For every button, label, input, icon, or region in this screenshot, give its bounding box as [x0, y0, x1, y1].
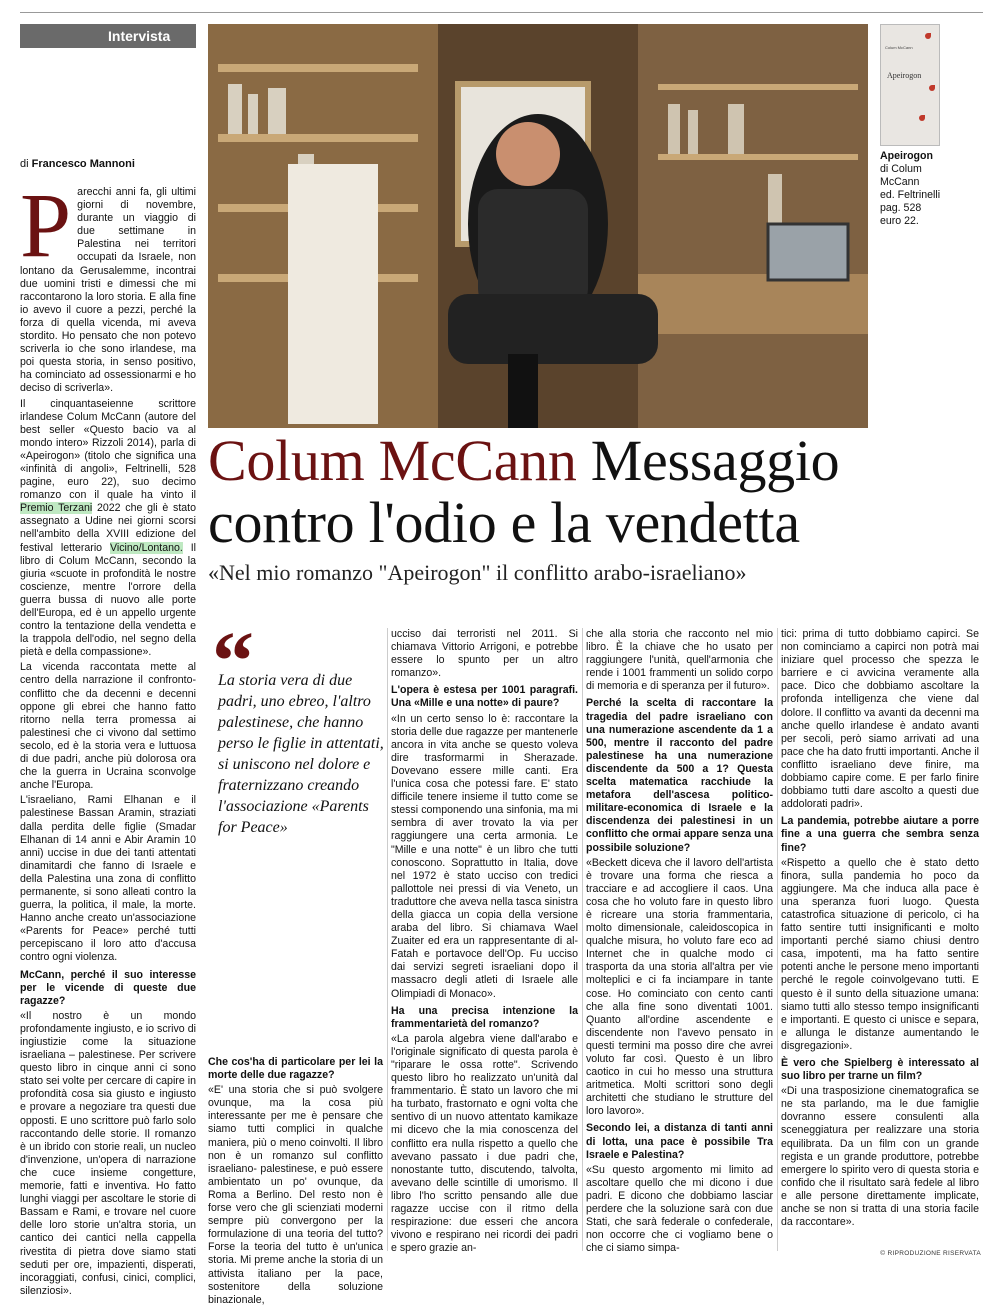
headline-line2: contro l'odio e la vendetta [208, 490, 800, 555]
column-divider [582, 628, 583, 1251]
book-info-line: ed. Feltrinelli [880, 189, 941, 201]
question: La pandemia, potrebbe aiutare a porre fine a una guerra che sembra senza fine? [781, 815, 979, 854]
paragraph: «Rispetto a quello che è stato detto finora, sulla pandemia ho poco da aggiungere. Ma che induca alla pace è una speranza fuori luogo. Questa catastrofica situazione di pericolo, ci ha fatto sentire tutti insignificanti e molto importanti perché siamo chiusi dentro casa, impotenti, ma ha fatto sentire potenti anche le persone meno importanti perché le regole coinvolgevano tutti. E questo è il sunto della situazione umana: siamo tutti allo stesso tempo insignificanti e importanti. E questo ci unisce e separa, e allunga le distanze aumentando le disgregazioni». [781, 856, 979, 1052]
top-rule [20, 12, 983, 13]
author-photo [208, 24, 868, 428]
section-label: Intervista [108, 28, 171, 44]
book-info-line: McCann [880, 176, 920, 188]
byline-prefix: di [20, 158, 29, 170]
question: Ha una precisa intenzione la frammentarietà del romanzo? [391, 1004, 578, 1030]
cover-author: Colum McCann [885, 45, 913, 50]
paragraph: «La parola algebra viene dall'arabo e l'originale significato di questa parola è "riparare le ossa rotte". Scrivendo questo libro ho realizzato un'unità dal frammentario. È stato un lavoro che mi ha turbato, frastornato e ogni volta che sentivo di un nuovo attentato kamikaze mi dicevo che la mia conoscenza del conflitto era nulla rispetto a quello che avevano passato i due padri che, nonostante tutto, discutendo, talvolta, avevano delle scintille di umorismo. Il libro l'ho scritto pensando alle due ragazze uccise con il ritmo della respirazione: due esseri che ancora vivono e respirano nei ricordi dei padri e spero grazie an- [391, 1032, 578, 1255]
paragraph: «E' una storia che si può svolgere ovunque, ma la cosa più interessante per me è pensare che siamo tutti complici in qualche maniera, più o meno coinvolti. Il libro non è un romanzo sul conflitto israeliano- palestinese, e può essere ambientato un po' ovunque, da Roma a Berlino. Del resto non è forse vero che gli scienziati moderni sempre più convergono per la formulazione di una teoria del tutto? Forse la teoria del tutto è un'unica storia. Mi preme anche la storia di un attivista italiano per la pace, sostenitore della soluzione binazionale, [208, 1084, 383, 1306]
question: Secondo lei, a distanza di tanti anni di lotta, una pace è possibile Tra Israele e Palestina? [586, 1122, 773, 1161]
paragraph: arecchi anni fa, gli ultimi giorni di novembre, durante un viaggio di due settimane in Palestina nei territori occupati da Israele, non lontano da Gerusalemme, incontrai due uomini tristi e dimessi che mi raccontarono la loro storia. E alla fine io avevo il cuore a pezzi, perché la forza di quella vicenda, mi aveva stordito. Ho pensato che non potevo scriverla io che sono irlandese, ma poi questa storia, in senso positivo, ha cominciato ad ossessionarmi e ho deciso di scriverla». [20, 186, 196, 395]
article-column-4 [586, 628, 773, 1255]
bird-icon [929, 85, 935, 91]
question: Perché la scelta di raccontare la tragedia del padre israeliano con una numerazione ascendente da 1 a 500, mentre il racconto del padre palestinese ha una numerazione discendente da 500 a 1? Questa scelta matematica racchiude la metafora dell'ascesa politico-militare-economica di Israele e la discendenza dei palestinesi in un conflitto che ormai appare senza una possibile soluzione? [586, 697, 773, 854]
paragraph-prize: Il cinquantaseienne scrittore irlandese Colum McCann (autore del best seller «Questo bacio va al mondo intero» Rizzoli 2014), parla di «Apeirogon» (titolo che significa una «infinità di angoli», Feltrinelli, 528 pagine, euro 22), suo decimo romanzo con il quale ha vinto il Premio Terzani 2022 che gli è stato assegnato a Udine nei giorni scorsi nell'ambito della XVIII edizione del festival letterario Vicino/Lontano. Il libro di Colum McCann, secondo la giuria «scuote in profondità le nostre coscienze, mentre l'orrore della guerra bussa di nuovo alle porte dell'Europa, ed è un appello urgente contro la tentazione della vendetta e la trappola dell'odio, nel segno della pietà e della compassione». [20, 397, 196, 659]
paragraph: che alla storia che racconto nel mio libro. È la chiave che ho usato per raggiungere l'unità, quell'armonia che rende i 1001 frammenti un solido corpo di memoria e di speranza per il futuro». [586, 628, 773, 693]
cover-title: Apeirogon [887, 71, 922, 80]
subheadline: «Nel mio romanzo "Apeirogon" il conflitto arabo-israeliano» [208, 560, 747, 585]
question: Che cos'ha di particolare per lei la morte delle due ragazze? [208, 1056, 383, 1082]
column-divider [387, 628, 388, 1251]
question: McCann, perché il suo interesse per le vicende di queste due ragazze? [20, 968, 196, 1007]
paragraph: La vicenda raccontata mette al centro della narrazione il confronto-conflitto che da decenni e decenni oppone gli ebrei che hanno fatto ritorno nella terra promessa ai palestinesi che ci vivono dal settimo secolo, ed è la storia vera e luttuosa di due padri, anche più dolorosa ora che la guerra in Ucraina sconvolge anche l'Europa. [20, 661, 196, 792]
byline [20, 158, 135, 170]
headline-name: Colum McCann [208, 428, 577, 493]
copyright-notice: © RIPRODUZIONE RISERVATA [880, 1250, 981, 1257]
article-column-2 [208, 1052, 383, 1306]
highlight-vicino-lontano: Vicino/Lontano. [109, 541, 183, 554]
question: È vero che Spielberg è interessato al suo libro per trarne un film? [781, 1057, 979, 1083]
book-cover [880, 24, 940, 146]
column-divider [777, 628, 778, 1251]
dropcap: P [20, 174, 72, 276]
paragraph: «Di una trasposizione cinematografica se ne sta parlando, ma le due famiglie dovranno essere consulenti alla sceneggiatura per realizzare una storia equilibrata. Da un film con un grande regista e un grande produttore, potrebbe emergere lo spirito vero di questa storia e confido che il risultato sarà fedele al libro e alle persone direttamente implicate, anche se non si tratta di una storia facile da raccontare». [781, 1085, 979, 1229]
quote-mark-icon: “ [212, 615, 254, 708]
section-tag [20, 24, 196, 48]
book-info [880, 150, 980, 228]
byline-author: Francesco Mannoni [31, 158, 135, 170]
book-title: Apeirogon [880, 150, 933, 162]
article-column-5 [781, 628, 979, 1240]
bird-icon [925, 33, 931, 39]
highlight-premio-terzani: Premio Terzani [20, 502, 93, 515]
pullquote: La storia vera di due padri, uno ebreo, l'altro palestinese, che hanno perso le figlie in attentati, si uniscono nel dolore e fraternizzano creando l'associazione «Parents for Peace» [218, 672, 384, 836]
author-photo-illustration [208, 24, 868, 428]
paragraph: «Su questo argomento mi limito ad ascoltare quello che mi dicono i due padri. E dicono che dobbiamo lasciar perdere che la soluzione sarà con due Stati, che sarà federale o confederale, non occorre che ci vogliamo bene o che ci siamo simpa- [586, 1163, 773, 1255]
book-info-line: euro 22. [880, 215, 919, 227]
paragraph: «Il nostro è un mondo profondamente ingiusto, e io scrivo di ingiustizie come la situazione israeliana – palestinese. Per scrivere questo libro in cinque anni ci sono stato sei volte per cercare di capire in profondità cosa sia giusto e ingiusto e provare a negoziare tra questi due opposti. E uno scrittore può farlo solo raccontando delle storie. Il romanzo è un ibrido con storie reali, un nucleo d'invenzione, un'opera di narrazione che cuce insieme congetture, memorie, fatti e inventiva. Ho fatto lunghi viaggi per ascoltare le storie di Bassam e Rami, e trovare nel cuore delle loro storie un'altra storia, un cantico dei cantici nella cappella rivestita di pietra dove siamo stati seduti per ore, impazienti, disperati, incoraggiati, confusi, cinici, complici, silenziosi». [20, 1009, 196, 1297]
book-info-line: di Colum [880, 163, 922, 175]
article-column-3 [391, 628, 578, 1255]
paragraph: «Beckett diceva che il lavoro dell'artista è trovare una forma che riesca a tracciare e ad accogliere il caos. Una cosa che ho voluto fare in questo libro è ricreare una storia frammentaria, molto dimensionale, caleidoscopica in qualche misura, ho voluto fare eco ad Internet che in qualche modo ci trasporta da una storia all'altra per vie molteplici e ci fa inciampare in tante cose. Ho cominciato con cento canti che alla fine sono diventati 1001. Quanto all'ordine ascendente e discendente non l'avevo pensato in questi termini ma posso dire che avrei voluto far così. Questo è un libro caotico in cui ho messo una struttura aritmetica. Molti scrittori sono degli architetti che studiano le strutture del loro lavoro». [586, 856, 773, 1118]
question: L'opera è estesa per 1001 paragrafi. Una «Mille e una notte» di paure? [391, 684, 578, 710]
article-column-1 [20, 174, 196, 1297]
paragraph: tici: prima di tutto dobbiamo capirci. Se non cominciamo a capirci non potrà mai iniziare quel processo che spezza le barriere e ci avvicina veramente alla pace. Dico che dobbiamo ascoltare la profonda intelligenza che viene dal dolore. Il conflitto va avanti da decenni ma anche quello irlandese è andato avanti per secoli, però siamo arrivati ad una pace che ha dato frutti importanti. Anche il conflitto israeliano deve finire, ma dobbiamo capire come. E per farlo finire dobbiamo tutti dare ascolto a questi due addolorati padri». [781, 628, 979, 811]
paragraph: «In un certo senso lo è: raccontare la storia delle due ragazze per mantenerle ancora in vita anche se questo voleva dire trasformarmi in Sherazade. Dovevano essere mille canti. Era l'unica cosa che potessi fare. E' stato difficile tenere insieme il tutto come se stessi componendo una sinfonia, ma mi sembra di aver trovato la via per raggiungere una certa armonia. Le "Mille e una notte" è un libro che tutti conoscono. Soprattutto in Italia, dove nel 1972 è stato ucciso con tredici pallottole nei pressi di via Veneto, un traduttore che aveva nella tasca sinistra della giacca un copia della versione araba del libro. Si chiamava Wael Zuaiter ed era un rappresentante di al-Fatah e portavoce dell'Op. Fu ucciso dai servizi segreti israeliani dopo il massacro degli atleti di Israele alle Olimpiadi di Monaco». [391, 712, 578, 1000]
headline-rest: Messaggio [590, 428, 840, 493]
bird-icon [919, 115, 925, 121]
headline [208, 430, 988, 554]
paragraph: ucciso dai terroristi nel 2011. Si chiamava Vittorio Arrigoni, e potrebbe essere lo spunto per un altro romanzo». [391, 628, 578, 680]
paragraph: L'israeliano, Rami Elhanan e il palestinese Bassan Aramin, straziati dalla perdita delle figlie (Smadar Elhanan di 14 anni e Abir Aramin 10 anni) uccise in due dei tanti attentati dinamitardi che fanno di Israele e della Palestina una zona di conflitto permanente, si sono alleati contro la guerra, la politica, il male, la morte. Hanno anche creato un'associazione «Parents for Peace» perché tutti percepiscano il loro atto d'accusa contro ogni violenza. [20, 794, 196, 964]
book-info-line: pag. 528 [880, 202, 922, 214]
